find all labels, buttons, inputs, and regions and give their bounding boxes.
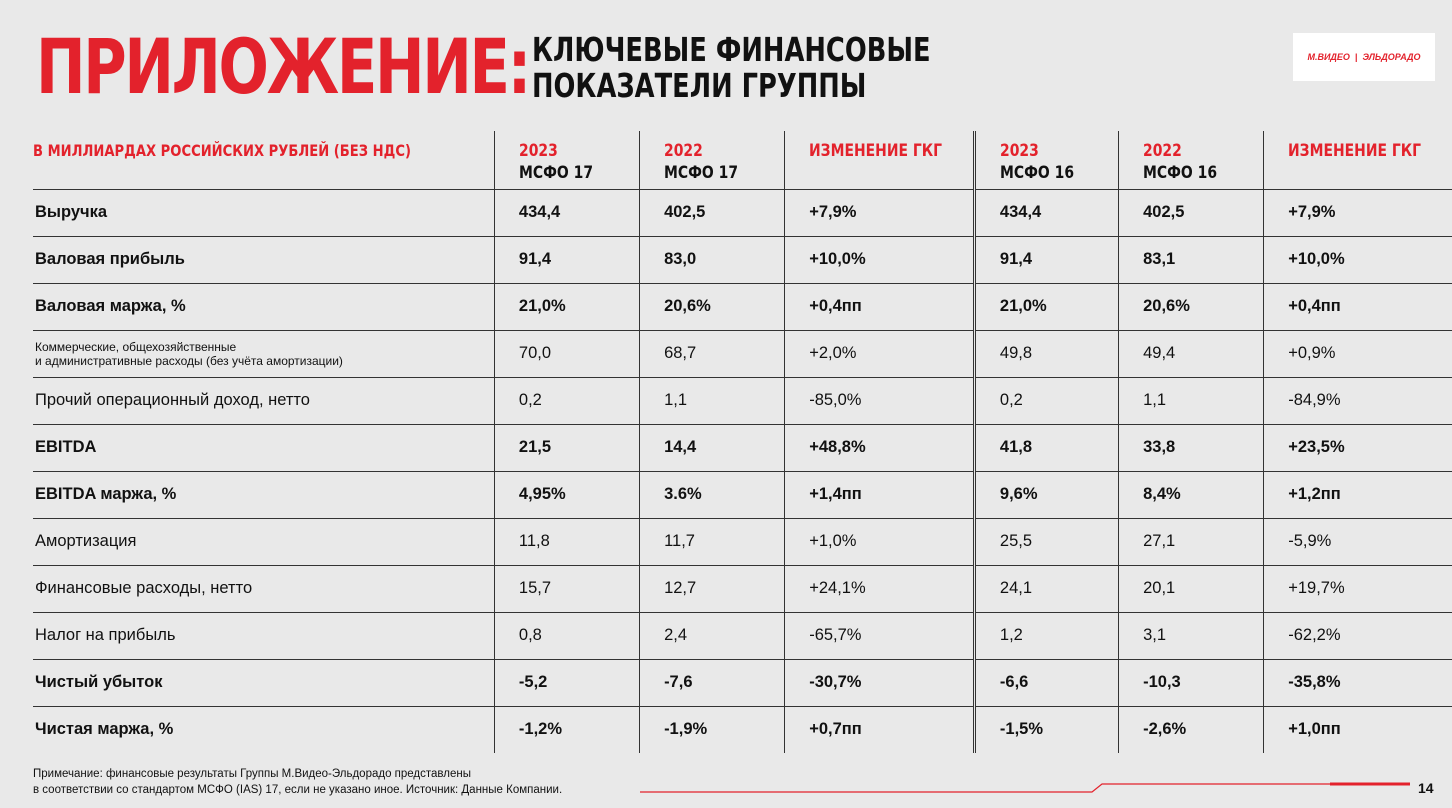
table-row [33,236,1452,283]
table-cell: 27,1 [1119,518,1264,565]
table-cell: 20,6% [1119,283,1264,330]
table-cell: -1,5% [974,706,1118,753]
table-cell: 21,0% [494,283,639,330]
table-cell: +2,0% [785,330,975,377]
table-cell: 41,8 [974,424,1118,471]
table-cell: 83,1 [1119,236,1264,283]
table-cell: 434,4 [974,189,1118,236]
table-cell: 4,95% [494,471,639,518]
row-label: EBITDA маржа, % [33,471,494,518]
row-label: Налог на прибыль [33,612,494,659]
logo-eldorado: ЭЛЬДОРАДО [1362,52,1421,62]
table-row [33,706,1452,753]
page-title: ПРИЛОЖЕНИЕ: [36,22,530,111]
table-cell: -1,9% [640,706,785,753]
table-cell: 70,0 [494,330,639,377]
subtitle-line-2: ПОКАЗАТЕЛИ ГРУППЫ [532,66,867,105]
table-cell: -30,7% [785,659,975,706]
table-cell: -84,9% [1264,377,1452,424]
table-cell: 3,1 [1119,612,1264,659]
logo-mvideo: М.ВИДЕО [1307,52,1350,62]
row-label: Валовая маржа, % [33,283,494,330]
table-cell: -5,2 [494,659,639,706]
table-row [33,283,1452,330]
footnote [33,766,562,798]
row-label: Коммерческие, общехозяйственные и административные расходы (без учёта амортизации) [33,330,494,377]
table-cell: 1,1 [640,377,785,424]
table-cell: 91,4 [494,236,639,283]
table-cell: 1,2 [974,612,1118,659]
table-cell: 68,7 [640,330,785,377]
table-cell: -85,0% [785,377,975,424]
row-label: Чистый убыток [33,659,494,706]
table-row [33,518,1452,565]
table-cell: -6,6 [974,659,1118,706]
table-row [33,565,1452,612]
table-cell: 12,7 [640,565,785,612]
column-header: 2023 МСФО 17 [494,131,639,189]
table-cell: 20,1 [1119,565,1264,612]
column-header: 2023 МСФО 16 [974,131,1118,189]
table-cell: -62,2% [1264,612,1452,659]
table-cell: 0,2 [974,377,1118,424]
table-cell: 8,4% [1119,471,1264,518]
table-header-row [33,131,1452,189]
table-cell: 20,6% [640,283,785,330]
table-cell: 434,4 [494,189,639,236]
table-row [33,471,1452,518]
column-header: 2022 МСФО 16 [1119,131,1264,189]
row-label: Прочий операционный доход, нетто [33,377,494,424]
column-header: ИЗМЕНЕНИЕ ГКГ [1264,131,1452,189]
table-cell: 2,4 [640,612,785,659]
table-cell: -7,6 [640,659,785,706]
table-cell: 9,6% [974,471,1118,518]
table-cell: +24,1% [785,565,975,612]
table-cell: +0,9% [1264,330,1452,377]
table-cell: 33,8 [1119,424,1264,471]
row-label: Выручка [33,189,494,236]
table-cell: +1,2пп [1264,471,1452,518]
table-cell: +1,0% [785,518,975,565]
table-cell: 49,4 [1119,330,1264,377]
table-cell: +10,0% [1264,236,1452,283]
table-cell: 83,0 [640,236,785,283]
table-cell: +23,5% [1264,424,1452,471]
table-cell: 402,5 [640,189,785,236]
table-cell: +7,9% [1264,189,1452,236]
table-cell: +10,0% [785,236,975,283]
table-cell: 49,8 [974,330,1118,377]
table-cell: 0,8 [494,612,639,659]
row-label: Чистая маржа, % [35,720,174,738]
table-cell: +0,4пп [1264,283,1452,330]
footnote-line-2: в соответствии со стандартом МСФО (IAS) 17, если не указано иное. Источник: Данные Компании. [33,784,563,796]
table-cell: +7,9% [785,189,975,236]
table-cell: 3.6% [640,471,785,518]
table-cell: 11,8 [494,518,639,565]
table-cell: +0,7пп [785,706,975,753]
table-row [33,612,1452,659]
company-logo [1293,33,1435,81]
row-label: EBITDA [33,424,494,471]
table-row [33,659,1452,706]
table-cell: 402,5 [1119,189,1264,236]
table-cell: 0,2 [494,377,639,424]
table-row [33,330,1452,377]
table-cell: 1,1 [1119,377,1264,424]
table-cell: 25,5 [974,518,1118,565]
table-cell: -10,3 [1119,659,1264,706]
page-subtitle [532,32,931,104]
table-cell: -5,9% [1264,518,1452,565]
table-cell: 24,1 [974,565,1118,612]
table-cell: +1,4пп [785,471,975,518]
column-header: В МИЛЛИАРДАХ РОССИЙСКИХ РУБЛЕЙ (БЕЗ НДС) [33,131,494,189]
table-cell: +48,8% [785,424,975,471]
table-cell: +0,4пп [785,283,975,330]
table-cell: -65,7% [785,612,975,659]
table-cell: -2,6% [1119,706,1264,753]
logo-separator: | [1354,52,1358,62]
table-cell: 21,5 [494,424,639,471]
table-cell: 21,0% [974,283,1118,330]
table-cell: 14,4 [640,424,785,471]
table-row [33,424,1452,471]
column-header: ИЗМЕНЕНИЕ ГКГ [785,131,975,189]
table-cell: +1,0пп [1264,706,1452,753]
table-row [33,377,1452,424]
table-cell: -1,2% [494,706,639,753]
page-number: 14 [1418,780,1434,796]
financial-table [33,131,1452,753]
row-label: Финансовые расходы, нетто [33,565,494,612]
table-cell: 15,7 [494,565,639,612]
table-cell: 91,4 [974,236,1118,283]
table-row [33,189,1452,236]
table-cell: 11,7 [640,518,785,565]
row-label: Амортизация [33,518,494,565]
table-cell: +19,7% [1264,565,1452,612]
row-label: Валовая прибыль [33,236,494,283]
table-cell: -35,8% [1264,659,1452,706]
column-header: 2022 МСФО 17 [640,131,785,189]
subtitle-line-1: КЛЮЧЕВЫЕ ФИНАНСОВЫЕ [532,30,931,69]
footnote-line-1: Примечание: финансовые результаты Группы М.Видео-Эльдорадо представлены [33,768,471,780]
